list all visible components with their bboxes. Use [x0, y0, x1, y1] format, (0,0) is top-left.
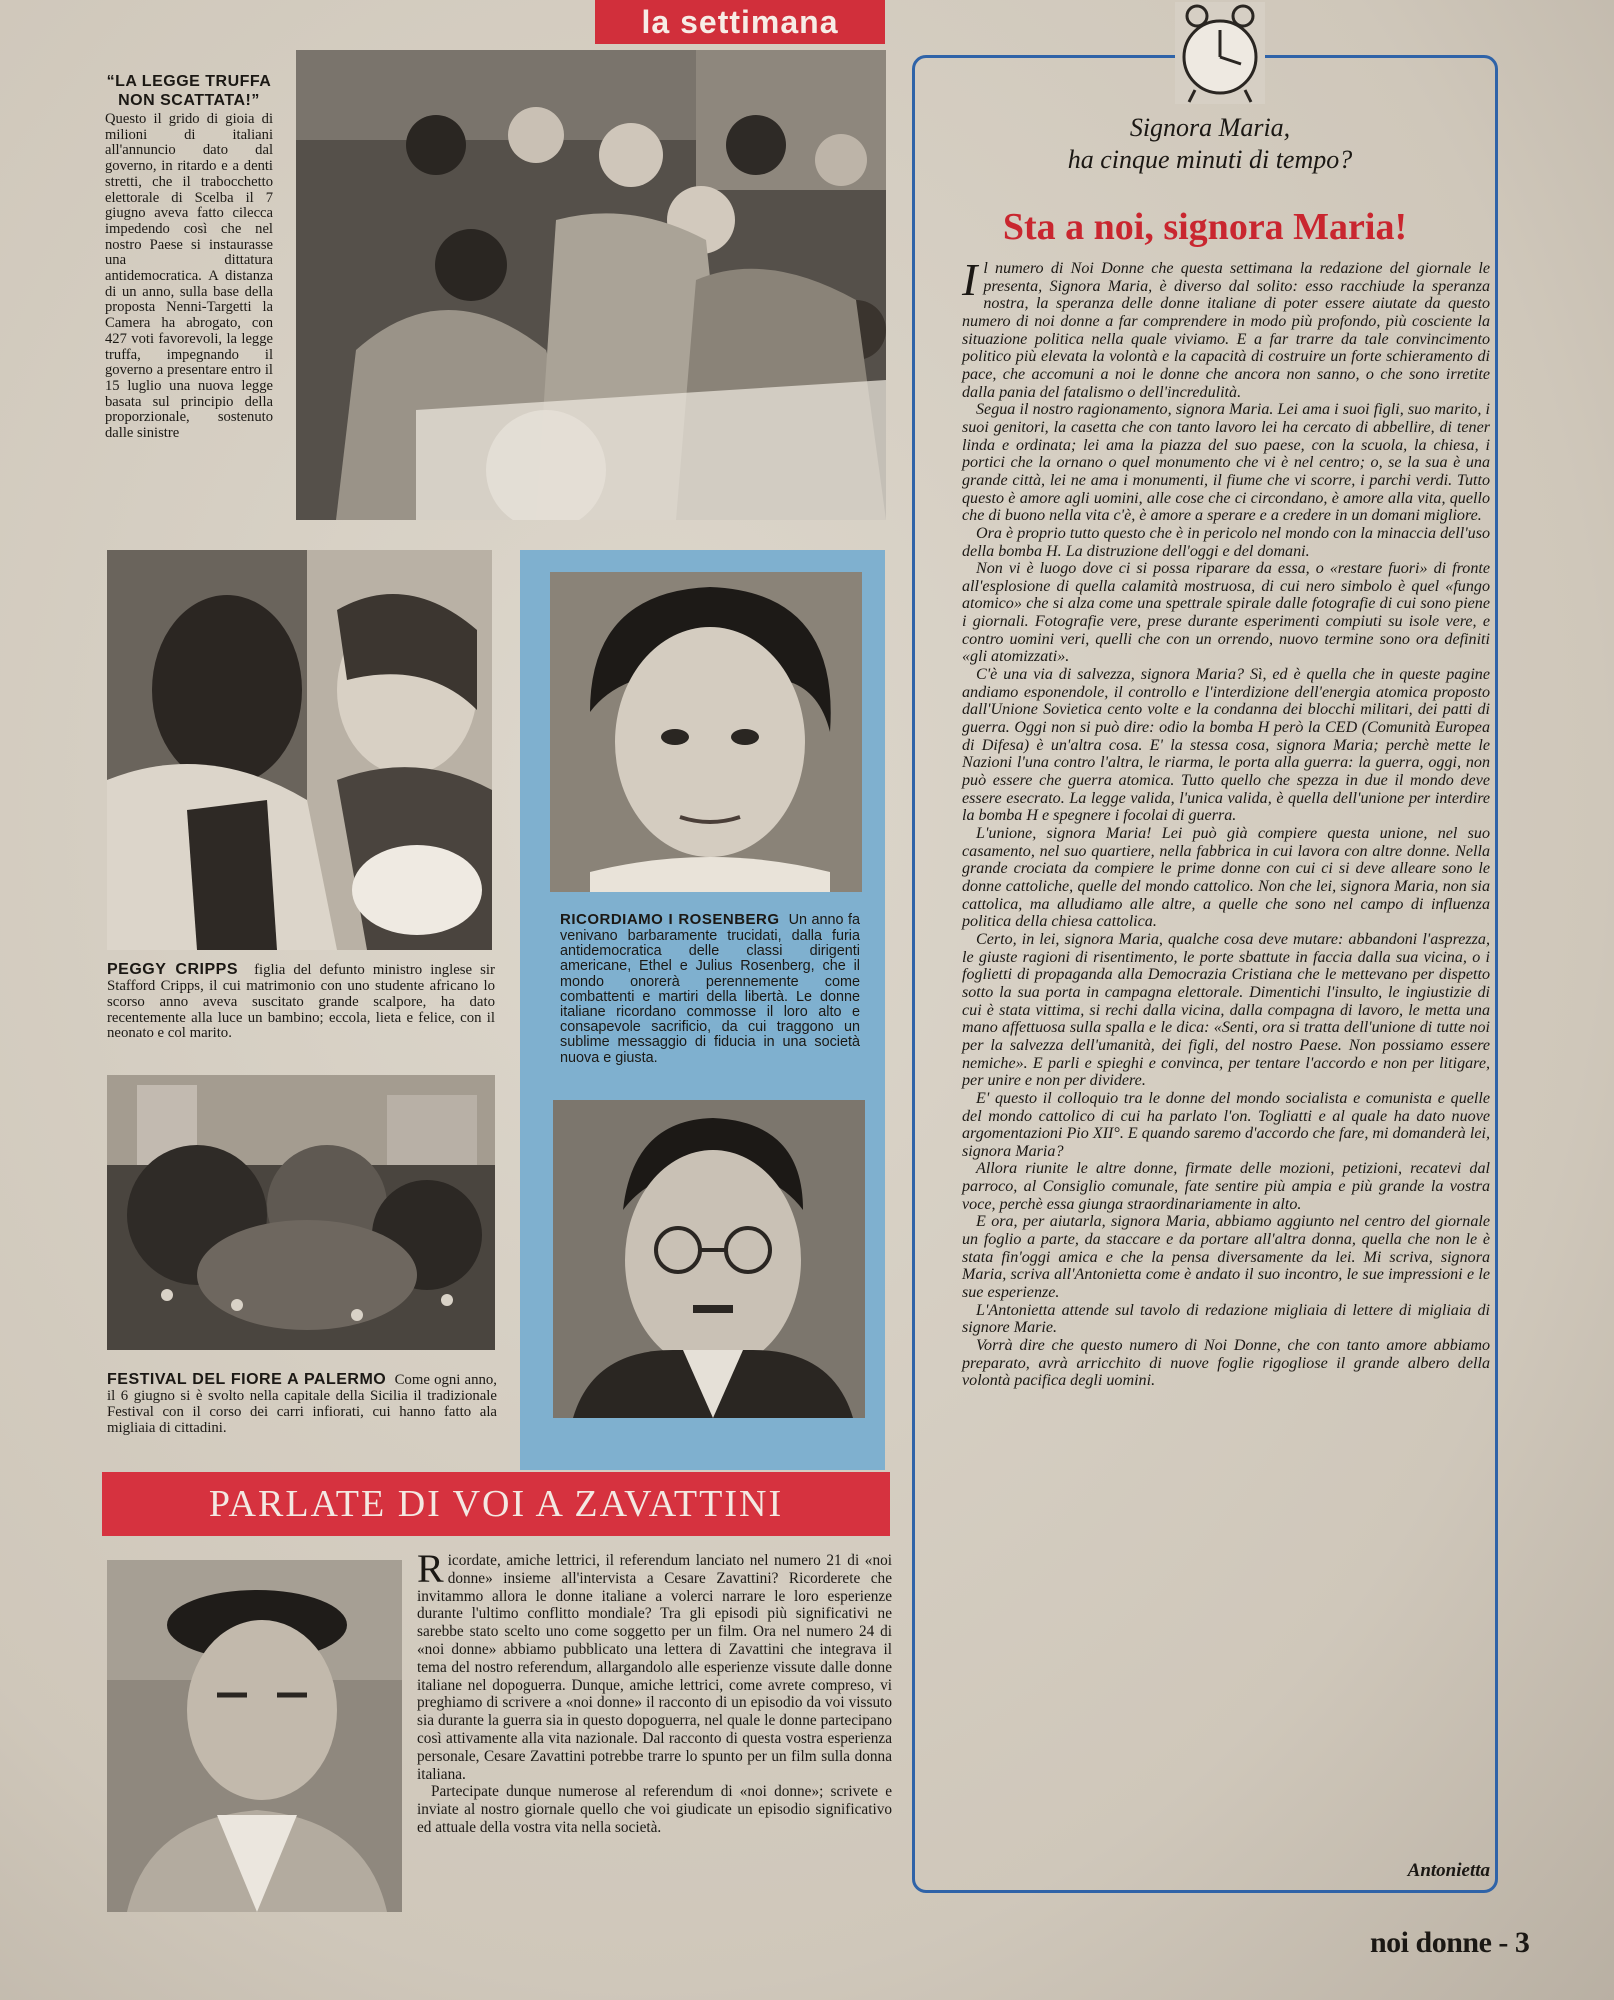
- intro-line-1: Signora Maria,: [1129, 113, 1291, 142]
- article-paragraph: Certo, in lei, signora Maria, qualche cosa deve mutare: abbandoni l'asprezza, le giuste ragioni di risentimento, le porte sbattute in faccia dalla sua vicina, o i foglietti di propaganda alla Democrazia Cristiana che le mettevano per dispetto sotto la sua porta in campagna elettorale. Dimentichi l'insulto, le ingiustizie di cui è stata vittima, si rechi dalla vicina, dalla compagna di lavoro, le metta una mano affettuosa sulla spalla e le dica: «Senti, ora si tratta dell'unione di tutte noi per la salvezza dell'umanità, dei figli, del nostro Paese. Non possiamo essere nemiche». E parli e spieghi e convinca, per tentare l'accordo e non per litigare, per unire e non per dividere.: [962, 930, 1490, 1090]
- rosenberg-text: Un anno fa venivano barbaramente trucidati, dalla furia antidemocratica delle classi dirigenti americane, Ethel e Julius Rosenberg, che il mondo onorerà perennemente come combattenti e martiri della libertà. Le donne italiane ricordano commosse il loro alto e consapevole sacrificio, da cui traggono un sublime messaggio di fiducia in una società nuova e giusta.: [560, 912, 860, 1066]
- article-paragraph: Il numero di Noi Donne che questa settimana la redazione del giornale le presenta, Signora Maria, è diverso dal solito: esso racchiude la speranza nostra, la speranza delle donne italiane di poter essere aiutate da questo numero di noi donne a far comprendere in modo più profondo, più cosciente la situazione politica nella quale viviamo. E a far trarre da tale convincimento politico più elevata la volontà e la capacità di costruire un forte schieramento di pace, che accomuni a noi le donne che ancora non sanno, o che sono irretite dalla pania del fatalismo o dell'incredulità.: [962, 254, 1490, 401]
- rosenberg-caption: [560, 910, 860, 1066]
- article-paragraph: Allora riunite le altre donne, firmate delle mozioni, petizioni, recatevi dal parroco, al Consiglio comunale, fate sentire più ampia e più grande la vostra voce, perchè essa giunga straordinariamente in alto.: [962, 1160, 1490, 1213]
- section-banner: la settimana: [595, 0, 885, 44]
- article-dropcap: I: [962, 254, 978, 305]
- zavattini-banner: PARLATE DI VOI A ZAVATTINI: [102, 1472, 890, 1536]
- alarm-clock-icon: [1175, 2, 1265, 104]
- article-paragraph: Non vi è luogo dove ci si possa riparare da essa, o «restare fuori» di fronte all'esplosione di quella calamità mostruosa, di cui nero simbolo è quel «fungo atomico» che si alza come una spettrale spirale dalle fotografie di cui sono piene i giornali. Fotografie vere, prese durante esperimenti compiuti su isole vere, e contro uomini veri, quelli che con un orrendo, nuovo termine sono ora definiti «gli atomizzati».: [962, 560, 1490, 666]
- legge-truffa-title: “LA LEGGE TRUFFA NON SCATTATA!”: [106, 73, 272, 109]
- palermo-festival-photo: [107, 1075, 495, 1350]
- peggy-title: PEGGY CRIPPS: [107, 961, 238, 978]
- parliament-photo: [296, 50, 886, 520]
- article-intro: [960, 112, 1460, 176]
- article-paragraph: Segua il nostro ragionamento, signora Maria. Lei ama i suoi figli, suo marito, i suoi genitori, la casetta che con tanto lavoro lei ha cercato di abbellire, di tener linda e ordinata; lei ama la piazza del suo paese, con la scuola, la chiesa, i portici che la ornano o quel monumento che vi è nel centro; o, se la sua è una grande città, lei ne ama i monumenti, il fiume che vi scorre, i parchi verdi. Tutto questo è amore agli uomini, alle cose che ci circondano, è amore alla vita, quello che di buono nella vita c'è, è amore a sperare e a credere in un domani migliore.: [962, 401, 1490, 525]
- festival-title: FESTIVAL DEL FIORE A PALERMO: [107, 1371, 387, 1388]
- legge-truffa-caption: [105, 72, 273, 442]
- zavattini-photo: [107, 1560, 402, 1912]
- article-paragraph: Vorrà dire che questo numero di Noi Donne, che con tanto amore abbiamo preparato, avrà arricchito di nuove foglie rigogliose il grande albero della volontà pacifica degli uomini.: [962, 1337, 1490, 1390]
- article-headline: Sta a noi, signora Maria!: [1002, 206, 1408, 248]
- intro-line-2: ha cinque minuti di tempo?: [1067, 145, 1353, 174]
- zavattini-p1: icordate, amiche lettrici, il referendum lanciato nel numero 21 di «noi donne» insieme all'intervista a Cesare Zavattini? Ricorderete che invitammo allora le donne italiane a volerci narrare le loro esperienze durante l'ultimo conflitto mondiale? Tra gli episodi più significativi ne sarebbe stato scelto uno come soggetto per un film. Ora nel numero 24 di «noi donne» abbiamo pubblicato una lettera di Zavattini che integrava il tema del nostro referendum, allargandolo alle esperienze vissute dalle donne italiane nel dopoguerra. Dunque, amiche lettrici, come avrete compreso, vi preghiamo di scrivere a «noi donne» il racconto di un episodio da voi vissuto sia durante la guerra sia in questo dopoguerra, nel quale le donne partecipano così attivamente alla vita nazionale. Dal racconto di questa vostra esperienza personale, Cesare Zavattini potrebbe trarre lo spunto per un film sulla donna italiana.: [417, 1552, 892, 1783]
- article-paragraph: E' questo il colloquio tra le donne del mondo socialista e comunista e quelle del mondo cattolico di cui ha parlato l'on. Togliatti e al quale ha dato nuove argomentazioni Pio XII°. E quando saremo d'accordo che fare, mi domanderà lei, signora Maria?: [962, 1089, 1490, 1160]
- festival-caption: [107, 1370, 497, 1436]
- festival-text: Come ogni anno, il 6 giugno si è svolto nella capitale della Sicilia il tradizionale Festival con il corso dei carri infiorati, cui hanno fatto ala migliaia di cittadini.: [107, 1372, 497, 1436]
- article-signature: Antonietta: [1407, 1860, 1490, 1881]
- article-body: [962, 254, 1490, 1390]
- article-paragraph: C'è una via di salvezza, signora Maria? Sì, ed è quella che in queste pagine andiamo esponendole, il controllo e l'interdizione dell'energia atomica proposto dall'Unione Sovietica cento volte e la condanna dei blocchi militari, dei patti di guerra. Oggi non si può dire: odio la bomba H però la CED (Comunità Europea di Difesa) è un'altra cosa. E' la stessa cosa, signora Maria; perchè mette le Nazioni l'una contro l'altra, le riarma, le porta alla guerra: la guerra, oggi, non può essere che guerra atomica. Tutto quello che spezza in due il mondo deve essere esecrato. La legge valida, l'unica valida, è quella dell'unione per interdire la bomba H e spegnere i focolai di guerra.: [962, 666, 1490, 825]
- julius-rosenberg-photo: [553, 1100, 865, 1418]
- zavattini-text: [417, 1546, 892, 1837]
- article-paragraph: L'Antonietta attende sul tavolo di redazione migliaia di lettere di migliaia di signore Marie.: [962, 1301, 1490, 1337]
- legge-truffa-text: Questo il grido di gioia di milioni di italiani all'annuncio dato dal governo, in ritardo e a denti stretti, che il trabocchetto elettorale di Scelba il 7 giugno aveva fatto cilecca impedendo così che nel nostro Paese si instaurasse una dittatura antidemocratica. A distanza di un anno, sulla base della proposta Nenni-Targetti la Camera ha abrogato, con 427 voti favorevoli, la legge truffa, impegnando il governo a presentare entro il 15 luglio una nuova legge basata sul principio della proporzionale, sostenuto dalle sinistre: [105, 111, 273, 442]
- article-paragraph: E ora, per aiutarla, signora Maria, abbiamo aggiunto nel centro del giornale un foglio a parte, da staccare e da portare all'altra donna, quella che non le è stata fin'oggi amica e che la pensa diversamente da lei. Mi scriva, signora Maria, scriva all'Antonietta come è andato il suo incontro, le sue impressioni e le sue esperienze.: [962, 1213, 1490, 1302]
- article-paragraph: L'unione, signora Maria! Lei può già compiere questa unione, nel suo casamento, nel suo quartiere, nella fabbrica in cui lavora con altre donne. Nella grande crociata da compiere le prime donne con cui ci si deve alleare sono le donne cattoliche, quelle del mondo cattolico. Non che lei, signora Maria, non sia cattolica, ma alludiamo alle altre, a quelle che sono nel campo di influenza politica della chiesa cattolica.: [962, 825, 1490, 931]
- zavattini-dropcap: R: [417, 1546, 444, 1591]
- zavattini-p2: Partecipate dunque numerose al referendum di «noi donne»; scrivete e inviate al nostro giornale quello che voi giudicate un episodio significativo ed attuale della vostra vita nella società.: [417, 1783, 892, 1836]
- peggy-cripps-photo: [107, 550, 492, 950]
- peggy-text: figlia del defunto ministro inglese sir Stafford Cripps, il cui matrimonio con uno studente africano lo scorso anno aveva suscitato grande scalpore, ha dato recentemente alla luce un bambino; eccola, lieta e felice, con il neonato e col marito.: [107, 962, 495, 1042]
- article-paragraph: Ora è proprio tutto questo che è in pericolo nel mondo con la minaccia dell'uso della bomba H. La distruzione dell'oggi e del domani.: [962, 524, 1490, 560]
- ethel-rosenberg-photo: [550, 572, 862, 892]
- peggy-caption: [107, 960, 495, 1042]
- page-footer: noi donne - 3: [1370, 1926, 1530, 1959]
- rosenberg-title: RICORDIAMO I ROSENBERG: [560, 911, 780, 928]
